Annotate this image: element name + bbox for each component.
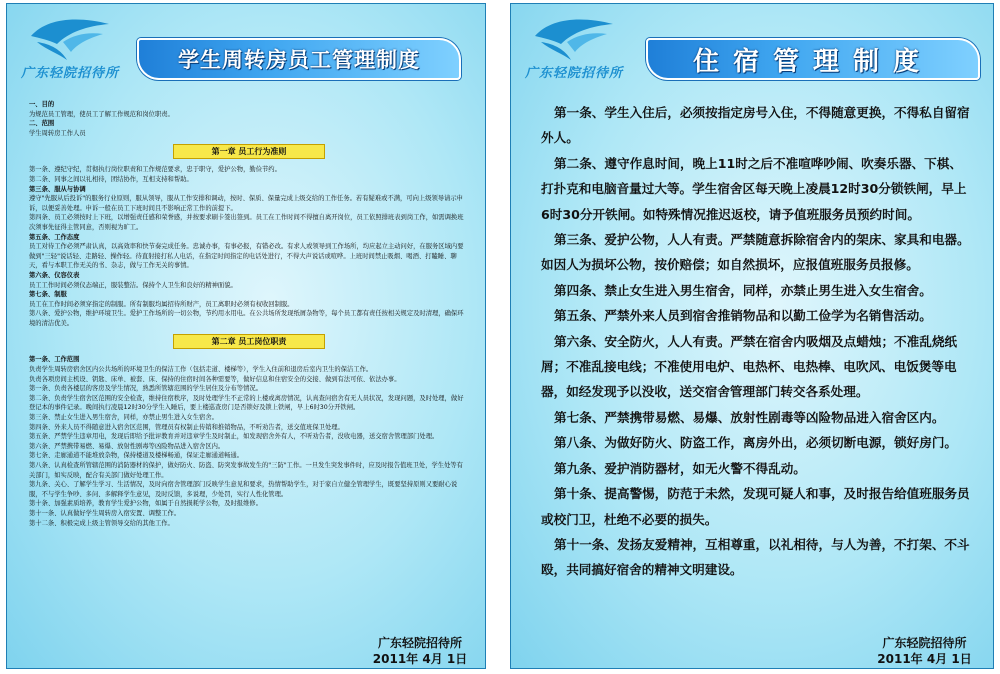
article-item: 第三条、爱护公物，人人有责。严禁随意拆除宿舍内的架床、家具和电器。如因人为损坏公物，按价赔偿；如自然损坏，应报值班服务员报修。	[541, 232, 970, 273]
signature-org: 广东轻院招待所	[882, 636, 967, 650]
article-item: 第四条、外来人员不得随意进入宿舍区范围，管理员有权制止传销和推销物品，不听劝告者，送交值班保卫处理。	[29, 423, 344, 431]
article-item: 员工在工作时间必须穿指定的制服。所有制服均属招待所财产，员工离职时必须有权收回制服。	[29, 300, 294, 308]
swallow-bird-icon	[531, 14, 617, 64]
article-item: 第十二条、积极完成上级主管领导交给的其他工作。	[29, 519, 174, 527]
intro-line: 学生周转房工作人员	[29, 129, 86, 137]
signature-date: 2011年 4月 1日	[877, 652, 972, 666]
article-item: 负责学生周转房宿舍区内公共场所的环境卫生的保洁工作（包括走道、楼梯等），学生入住前和退房后室内卫生的保洁工作。	[29, 366, 373, 374]
article-item: 第四条、禁止女生进入男生宿舍，同样，亦禁止男生进入女生宿舍。	[554, 282, 932, 298]
article-item: 第八条、认真检查所管辖范围的消防器材的保护，做好防火、防盗、防突发事故发生的"三防"工作。一旦发生突发事件时，应及时报告值班卫处，学生处等有关部门，如实反映，配合有关部门做好处理工作。	[29, 462, 463, 479]
article-item: 第六条、仪容仪表	[29, 271, 80, 279]
chapter-heading: 第二章 员工岗位职责	[173, 334, 325, 349]
article-item: 第八条、爱护公物，维护环境卫生。爱护工作场所的一切公物，节约用水用电。在公共场所发现纸屑杂物等，每个员工都有责任按相关规定及时清理，确保环境的清洁优美。	[29, 310, 464, 327]
page-title: 住宿管理制度	[692, 46, 933, 77]
article-item: 第三条、服从与协调	[29, 185, 86, 193]
signature	[867, 635, 982, 667]
page-title: 学生周转房员工管理制度	[178, 48, 420, 72]
article-item: 第九条、关心、了解学生学习、生活情况，及时向宿舍管理部门反映学生意见和要求，热情帮助学生，对于家自立健全管理学生，既要坚持原则又要耐心说服，不与学生争吵、多问、多解释学生意见，及时反馈，多说理，少处罚，实行人性化管理。	[29, 481, 458, 498]
article-item: 负责各项房间主机设、钥匙、床单、被套、床、保持的住宿时间各种需要等，做好信息和住宿安全的交接、做到有法可依、依法办事。	[29, 375, 401, 383]
poster-right	[510, 3, 994, 669]
left-body	[29, 100, 469, 528]
article-item: 第五条、严禁外来人员到宿舍推销物品和以勤工俭学为名销售活动。	[554, 308, 932, 324]
logo	[519, 14, 629, 84]
signature	[365, 635, 475, 667]
poster-left	[6, 3, 486, 669]
title-banner	[137, 38, 461, 80]
intro-line: 二、范围	[29, 120, 55, 128]
logo-text: 广东轻院招待所	[524, 66, 623, 81]
article-item: 第九条、爱护消防器材，如无火警不得乱动。	[554, 460, 806, 476]
article-item: 第二条、负责学生宿舍区范围的安全检查，维持住宿秩序，及时处理学生不正常的上楼或离房情况，认真查问宿舍有无人员状况，发现问题，及时处理，做好登记本的事件记录。晚间执行凌晨12时30分学生入睡后，要上楼巡查房门是否锁好及锁上铁闸，早上6时30分开铁闸。	[29, 394, 464, 412]
article-item: 第二条、同事之间以礼相待，团结协作，互相支持和帮助。	[29, 175, 193, 183]
article-item: 第五条、工作态度	[29, 233, 80, 241]
article-item: 第六条、安全防火，人人有责。严禁在宿舍内吸烟及点蜡烛；不准乱烧纸屑；不准乱接电线；不准使用电炉、电热杯、电热棒、电吹风、电饭煲等电器，如经发现予以没收，送交宿舍管理部门转交各系处理。	[541, 333, 957, 400]
chapter-heading: 第一章 员工行为准则	[173, 144, 325, 159]
intro-line: 为规范员工管理，使员工了解工作规范和岗位职责。	[29, 110, 174, 118]
article-item: 第一条、遵纪守纪，贯彻执行岗位职责和工作规范要求，忠于职守，爱护公物，勤俭节约。	[29, 166, 281, 174]
article-item: 第二条、遵守作息时间，晚上11时之后不准喧哗吵闹、吹奏乐器、下棋、打扑克和电脑音量过大等。学生宿舍区每天晚上凌晨12时30分锁铁闸，早上6时30分开铁闸。如特殊情况推迟返校，请予值班服务员预约时间。	[541, 155, 967, 222]
article-item: 第七条、严禁携带易燃、易爆、放射性剧毒等凶险物品进入宿舍区内。	[554, 409, 945, 425]
article-item: 第五条、严禁学生违章用电，发现后即给予批评教育并对违章学生及时制止，如发现宿舍外有人，不听劝告者，没收电器，送交宿舍管理部门处理。	[29, 433, 439, 441]
article-item: 第一条、学生入住后，必须按指定房号入住，不得随意更换，不得私自留宿外人。	[541, 105, 970, 146]
swallow-bird-icon	[27, 14, 113, 64]
article-item: 第七条、走廊通道不能堆放杂物，保持楼道及楼梯畅通，保证走廊通道畅通。	[29, 452, 244, 460]
signature-date: 2011年 4月 1日	[372, 652, 468, 666]
chapter-1-list	[29, 165, 469, 328]
article-item: 第十一条、认真做好学生周转房入宿安置、调整工作。	[29, 509, 181, 517]
title-banner	[646, 38, 980, 80]
article-item: 第三条、禁止女生进入男生宿舍，同样，亦禁止男生进入女生宿舍。	[29, 414, 218, 422]
article-item: 第十一条、发扬友爱精神，互相尊重，以礼相待，与人为善，不打架、不斗殴，共同搞好宿舍的精神文明建设。	[541, 536, 970, 578]
intro-line: 一、目的	[29, 101, 55, 108]
article-item: 第六条、严禁携带易燃、易爆、放射性剧毒等凶险物品进入宿舍区内。	[29, 442, 225, 450]
article-item: 遵守"先服从后投诉"的服务行业原则，服从领导，服从工作安排和调动，按时、保质、保量完成上级交给的工作任务。若有疑难或不满，可向上级领导请示申诉，以便妥善处理。申诉一般在员工下班时间且不影响正常工作的前提下。	[29, 195, 463, 212]
articles-list	[541, 100, 971, 583]
article-item: 员工工作时间必须仪态端正，服装整洁。保持个人卫生和良好的精神面貌。	[29, 281, 237, 289]
article-item: 第一条、工作范围	[29, 356, 80, 364]
intro-section	[29, 100, 469, 138]
logo-text: 广东轻院招待所	[20, 66, 119, 81]
article-item: 第四条、员工必须按时上下班，以增强责任感和荣誉感，并按要求刷卡签出签到。员工在工作时间不得擅自离开岗位，员工依照排班表到岗工作，如需调换班次须事先征得主管同意，否则视为旷工。	[29, 214, 464, 231]
article-item: 员工对待工作必须严肃认真，以高效率和快节奏完成任务。忠诚办事，有事必报，有错必改。有求人或领导到工作场所，均应起立主动问好，在服务区域内要做到"三轻"说话轻、走路轻、操作轻。待直射接打私人电话，在指定时间指定的电话处进行，不得大声说话或喧哗。上班时间禁止吸烟、喝酒、打瞌睡、聊天，看与本职工作无关的书、杂志，做与工作无关的事情。	[29, 243, 464, 270]
article-item: 第十条、提高警惕，防范于未然，发现可疑人和事，及时报告给值班服务员或校门卫，杜绝不必要的损失。	[541, 486, 970, 527]
article-item: 第七条、制服	[29, 291, 67, 299]
signature-org: 广东轻院招待所	[377, 636, 462, 650]
article-item: 第八条、为做好防火、防盗工作，离房外出，必须切断电源，锁好房门。	[554, 435, 957, 451]
article-item: 第一条、负责各楼层的客房及学生情况，熟悉所管辖范围的学生居住及分布等情况。	[29, 385, 262, 393]
chapter-2-list	[29, 355, 469, 528]
logo	[15, 14, 125, 84]
article-item: 第十条、加强素质培养，教育学生爱护公物，如属于自然损耗学公物，及时报维修。	[29, 500, 262, 508]
